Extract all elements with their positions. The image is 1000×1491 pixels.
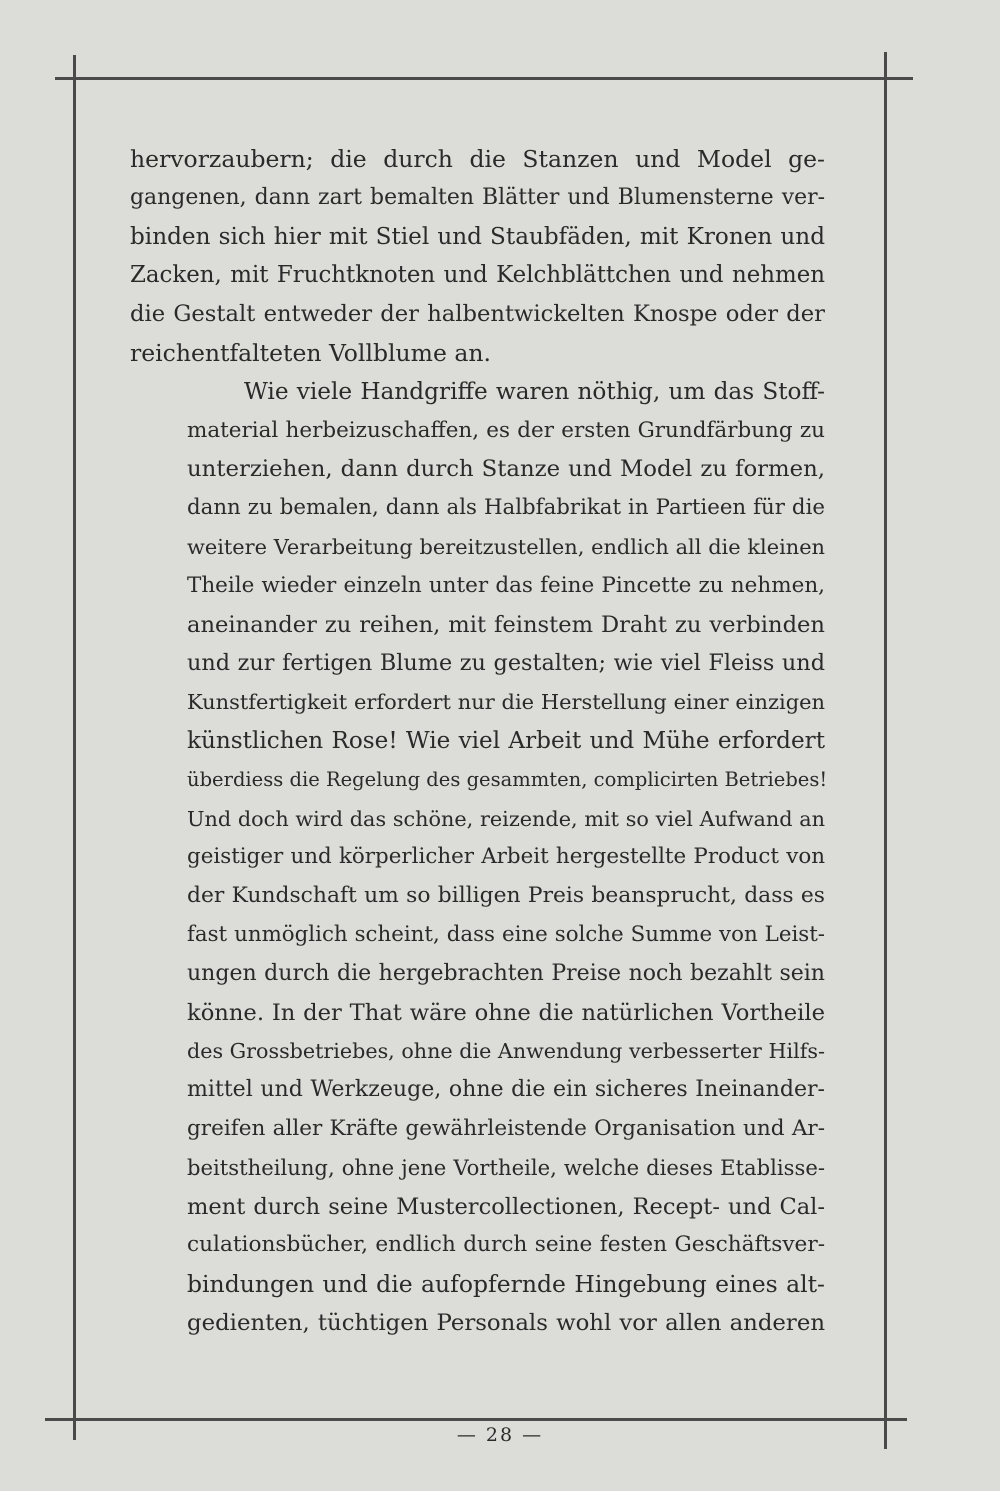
frame-left-rule [73, 55, 76, 1440]
text-line: Zacken, mit Fruchtknoten und Kelchblättchen und nehmen [130, 262, 825, 289]
text-line: der Kundschaft um so billigen Preis beansprucht, dass es [187, 883, 825, 909]
text-line: bindungen und die aufopfernde Hingebung eines alt- [187, 1270, 825, 1299]
text-line: ment durch seine Mustercollectionen, Recept- und Cal- [187, 1193, 825, 1220]
text-line: dann zu bemalen, dann als Halbfabrikat in Partieen für die [187, 495, 825, 521]
text-line: material herbeizuschaffen, es der ersten Grundfärbung zu [187, 417, 825, 443]
text-line: greifen aller Kräfte gewährleistende Organisation und Ar- [187, 1115, 825, 1141]
frame-top-rule [55, 77, 913, 80]
body-text [130, 140, 828, 1343]
text-line: überdiess die Regelung des gesammten, complicirten Betriebes! [187, 767, 828, 791]
text-line: culationsbücher, endlich durch seine festen Geschäftsver- [187, 1232, 825, 1258]
page-number: — 28 — [456, 1424, 544, 1446]
text-line: des Grossbetriebes, ohne die Anwendung verbesserter Hilfs- [187, 1039, 825, 1064]
paragraph [130, 373, 828, 1343]
text-line: aneinander zu reihen, mit feinstem Draht zu verbinden [187, 611, 825, 638]
text-line: die Gestalt entweder der halbentwickelten Knospe oder der [130, 301, 825, 328]
text-line: unterziehen, dann durch Stanze und Model zu formen, [187, 456, 825, 483]
text-line: Und doch wird das schöne, reizende, mit so viel Aufwand an [187, 806, 825, 831]
paragraph [130, 140, 825, 373]
text-line: binden sich hier mit Stiel und Staubfäden, mit Kronen und [130, 223, 825, 250]
text-line: und zur fertigen Blume zu gestalten; wie viel Fleiss und [187, 650, 825, 677]
text-line: hervorzaubern; die durch die Stanzen und Model ge- [130, 145, 825, 173]
text-line: reichentfalteten Vollblume an. [130, 338, 491, 367]
text-line: Kunstfertigkeit erfordert nur die Herstellung einer einzigen [187, 690, 825, 715]
text-line: gangenen, dann zart bemalten Blätter und Blumensterne ver- [130, 184, 825, 210]
frame-bottom-rule [45, 1418, 907, 1421]
text-line: Wie viele Handgriffe waren nöthig, um das Stoff- [244, 377, 825, 405]
frame-right-rule [884, 52, 887, 1449]
text-line: weitere Verarbeitung bereitzustellen, endlich all die kleinen [187, 534, 825, 559]
text-line: fast unmöglich scheint, dass eine solche Summe von Leist- [187, 921, 825, 947]
text-line: geistiger und körperlicher Arbeit hergestellte Product von [187, 844, 825, 870]
text-line: mittel und Werkzeuge, ohne die ein sicheres Ineinander- [187, 1077, 825, 1103]
text-line: Theile wieder einzeln unter das feine Pincette zu nehmen, [187, 572, 825, 598]
text-line: künstlichen Rose! Wie viel Arbeit und Mühe erfordert [187, 727, 825, 754]
text-line: beitstheilung, ohne jene Vortheile, welche dieses Etablisse- [187, 1154, 825, 1180]
text-line: könne. In der That wäre ohne die natürlichen Vortheile [187, 999, 825, 1026]
text-line: gedienten, tüchtigen Personals wohl vor allen anderen [187, 1309, 825, 1336]
text-line: ungen durch die hergebrachten Preise noch bezahlt sein [187, 960, 825, 986]
